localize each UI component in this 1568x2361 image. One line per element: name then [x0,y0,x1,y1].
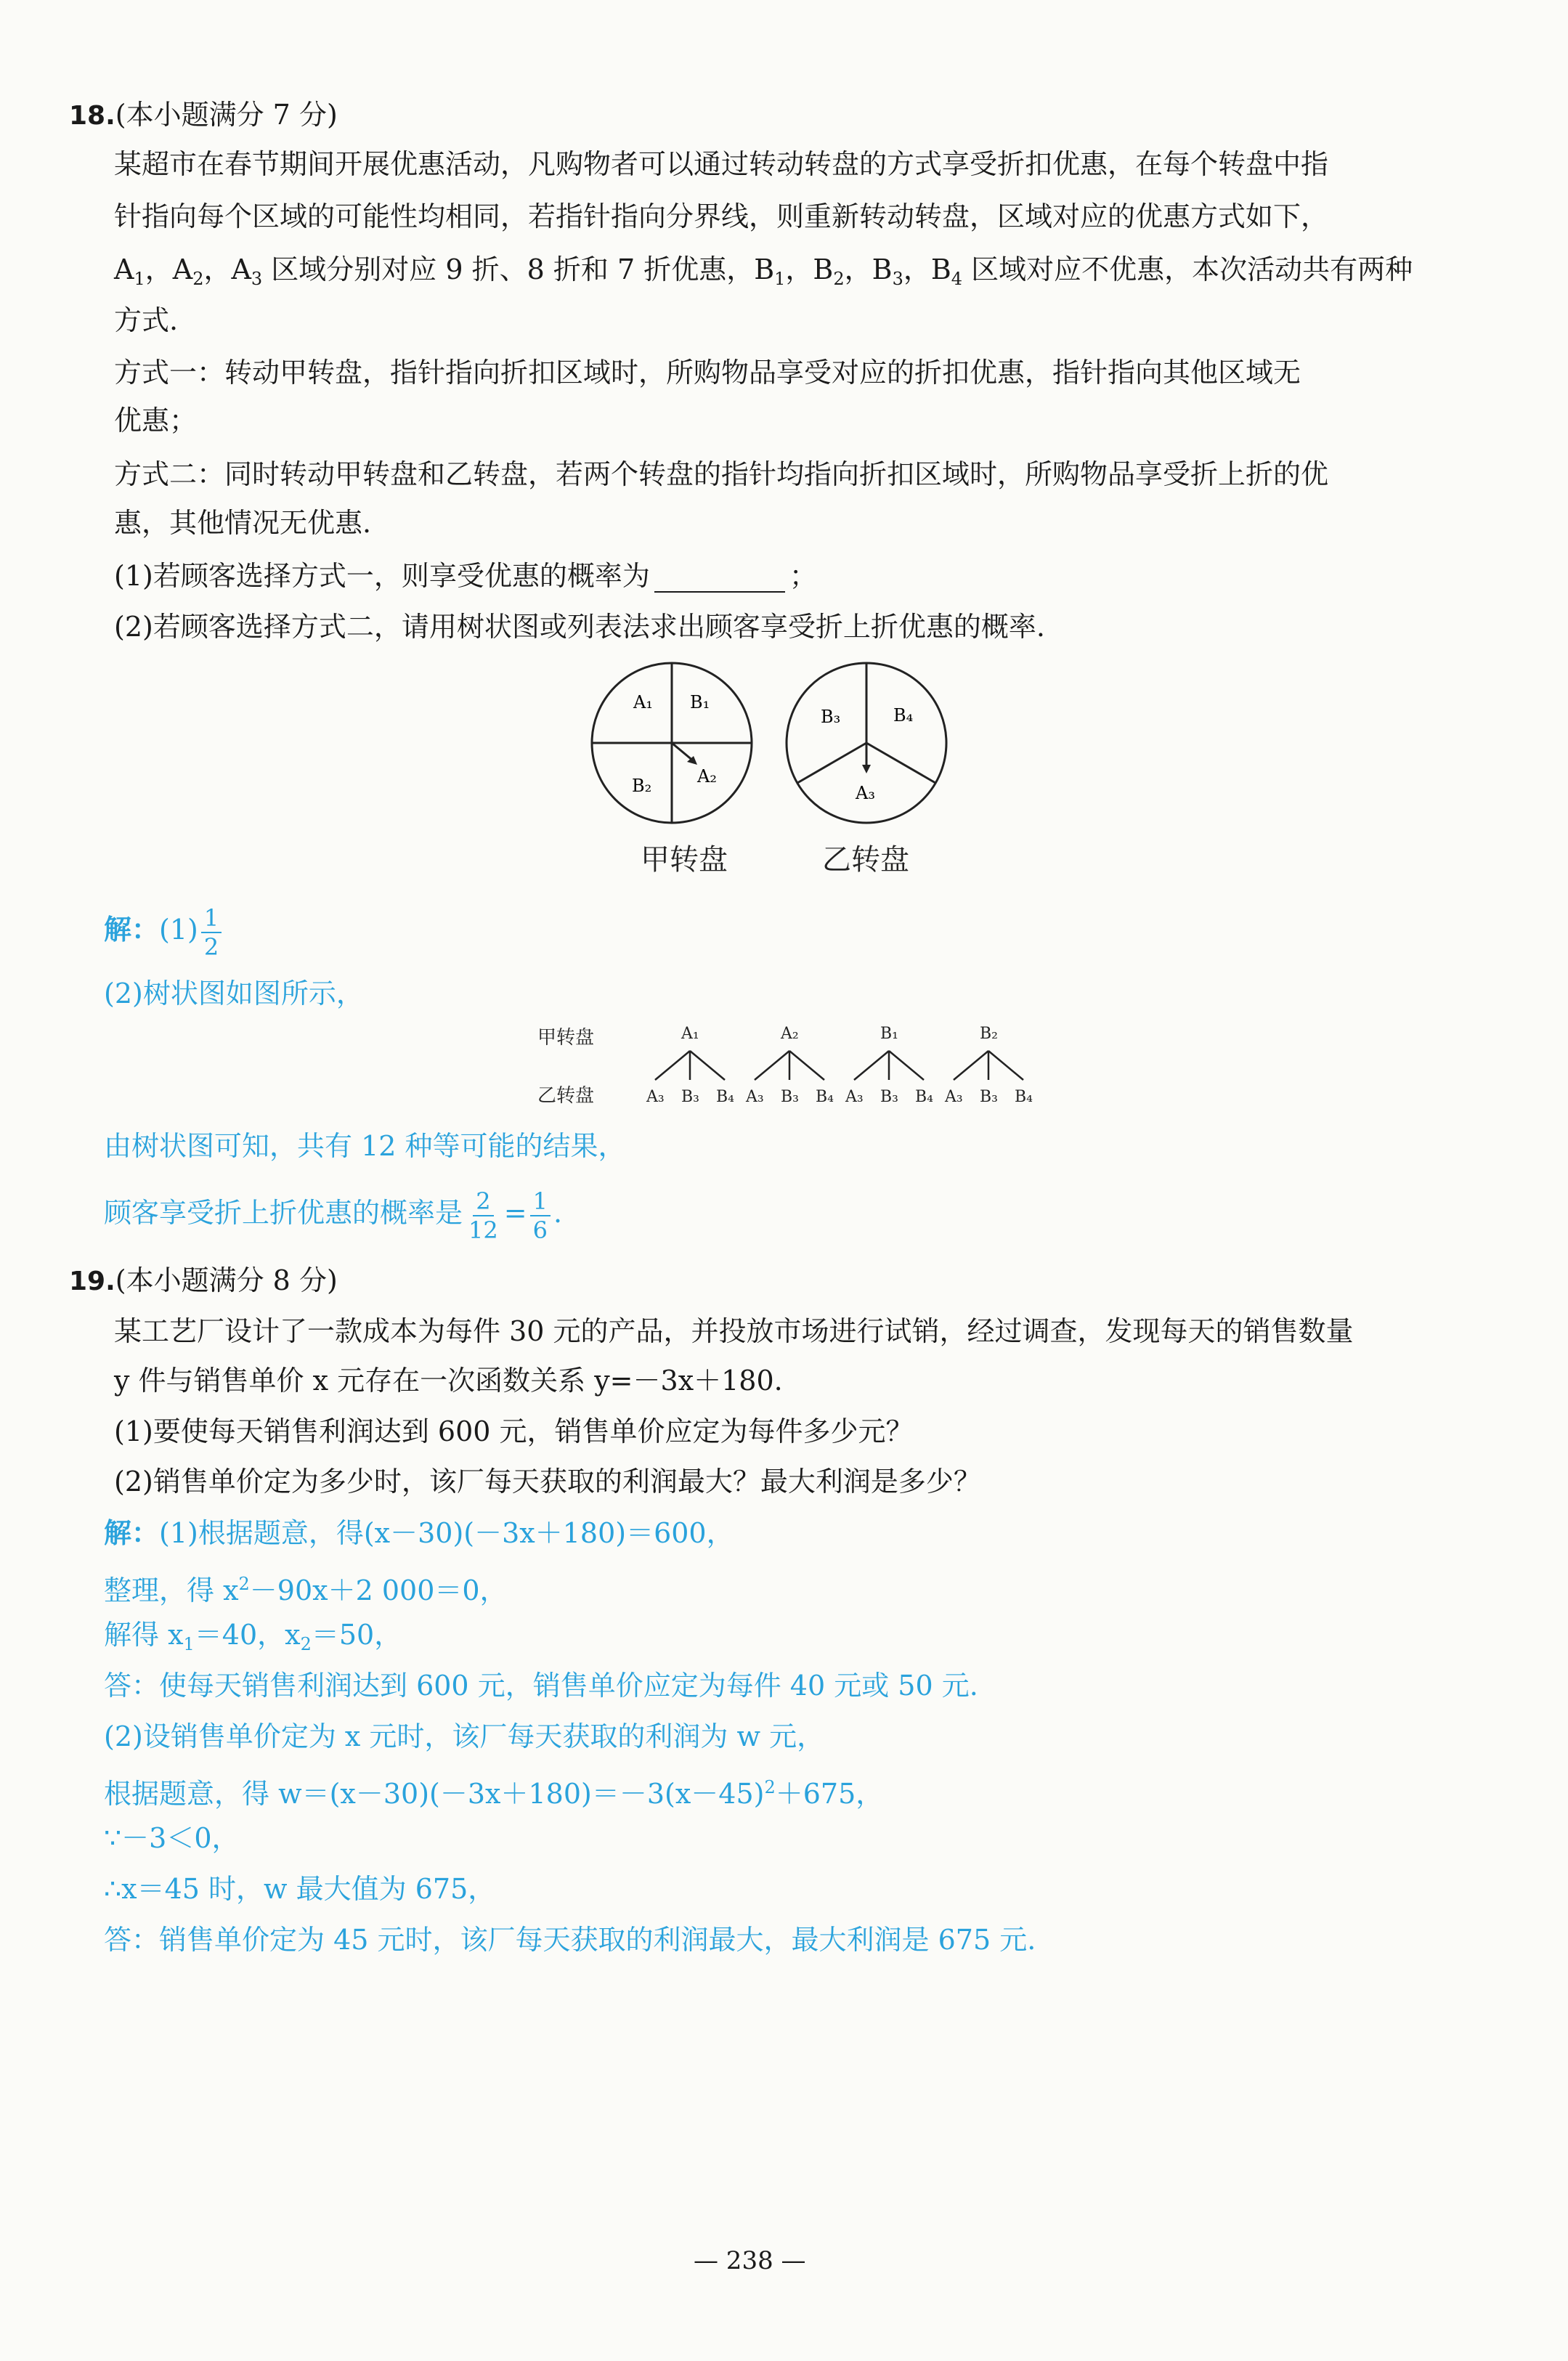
wheel-yi-caption: 乙转盘 [822,843,909,877]
wheel-jia-region-2: B₁ [690,692,710,712]
q18-method-1a: 方式一：转动甲转盘，指针指向折扣区域时，所购物品享受对应的折扣优惠，指针指向其他区域无 [114,357,1301,389]
q18-para-3: $A_1$，$A_2$，$A_3$ 区域分别对应 9 折、8 折和 7 折优惠，$B_1$，$B_2$，$B_3$，$B_4$ 区域对应不优惠，本次活动共有两种 [114,253,1413,289]
q19-heading [69,1264,338,1299]
tree-row1-label: 甲转盘 [537,1027,595,1049]
q18-solution-3: 由树状图可知，共有 12 种等可能的结果， [104,1130,626,1162]
q19-para-2: y 件与销售单价 x 元存在一次函数关系 y=－3x＋180. [114,1365,783,1397]
tree-child: B₃ [781,1088,799,1106]
wheel-jia-caption: 甲转盘 [641,843,728,877]
page-number: — 238 — [694,2246,806,2275]
q18-solution-2: (2)树状图如图所示， [104,978,364,1009]
q18-solution-1: 解：(1) $\frac{1}{2}$ [104,901,224,961]
wheel-jia-region-4: A₂ [697,766,717,787]
tree-branch [854,1051,889,1080]
tree-child: B₃ [880,1088,898,1106]
q19-solution-3: 解得 $x_1=40$，$x_2=50$， [104,1619,402,1654]
tree-branch [755,1051,789,1080]
tree-branch [954,1051,988,1080]
q18-para-4: 方式. [114,304,179,336]
q18-heading [69,98,338,133]
tree-branch [789,1051,824,1080]
q18-question-2: (2)若顾客选择方式二，请用树状图或列表法求出顾客享受折上折优惠的概率. [114,611,1045,643]
q19-solution-5: (2)设销售单价定为 x 元时，该厂每天获取的利润为 w 元， [104,1720,825,1752]
q18-method-2b: 惠，其他情况无优惠. [114,507,372,539]
tree-parent-0: A₁ [681,1025,699,1043]
q19-solution-9: 答：销售单价定为 45 元时，该厂每天获取的利润最大，最大利润是 675 元. [104,1924,1036,1956]
tree-parent-1: A₂ [781,1025,799,1043]
q19-score: (本小题满分 8 分) [115,1264,338,1296]
q19-question-2: (2)销售单价定为多少时，该厂每天获取的利润最大？最大利润是多少？ [114,1466,981,1498]
q19-solution-4: 答：使每天销售利润达到 600 元，销售单价应定为每件 40 元或 50 元. [104,1670,978,1702]
tree-branch [889,1051,924,1080]
tree-child: A₃ [945,1088,963,1106]
tree-branch [690,1051,725,1080]
tree-child: A₃ [746,1088,764,1106]
q19-number: 19. [69,1267,115,1296]
tree-child: B₄ [716,1088,734,1106]
tree-parent-2: B₁ [880,1025,898,1043]
wheel-jia [592,663,752,823]
spinner-wheels-figure [574,665,966,890]
q18-method-1b: 优惠； [114,405,198,436]
q19-solution-1: 解：(1)根据题意，得(x－30)(－3x＋180)＝600， [104,1516,734,1549]
answer-blank [654,565,785,593]
tree-branch [988,1051,1023,1080]
tree-child: B₄ [915,1088,933,1106]
q19-solution-2: 整理，得 $x^2-90x+2$ 000＝0， [104,1574,508,1606]
tree-row2-label: 乙转盘 [537,1085,595,1107]
tree-parent-3: B₂ [980,1025,998,1043]
q19-solution-6: 根据题意，得 $w=(x-30)(-3x+180)=-3(x-45)^2+675$， [104,1777,884,1810]
q19-solution-8: ∴x＝45 时，w 最大值为 675， [104,1873,496,1905]
q19-para-1: 某工艺厂设计了一款成本为每件 30 元的产品，并投放市场进行试销，经过调查，发现每天的销售数量 [114,1315,1354,1347]
q18-number: 18. [69,101,115,131]
q19-question-1: (1)要使每天销售利润达到 600 元，销售单价应定为每件多少元？ [114,1415,914,1447]
q18-para-1: 某超市在春节期间开展优惠活动，凡购物者可以通过转动转盘的方式享受折扣优惠，在每个转盘中指 [114,148,1329,180]
q18-solution-4: 顾客享受折上折优惠的概率是 $\frac{2}{12}$ = $\frac{1}{6}$ . [104,1187,563,1244]
tree-child: B₃ [980,1088,998,1106]
q18-score: (本小题满分 7 分) [115,99,338,131]
tree-child: B₄ [1015,1088,1033,1106]
tree-diagram [534,1020,1033,1115]
wheel-jia-region-3: B₂ [632,776,652,796]
q18-question-1: (1)若顾客选择方式一，则享受优惠的概率为 ； [114,560,817,592]
tree-child: A₃ [845,1088,864,1106]
wheel-yi-region-3: A₃ [856,783,875,803]
wheel-jia-region-1: A₁ [633,692,653,712]
tree-child: B₃ [681,1088,699,1106]
wheel-yi-region-2: B₄ [893,705,914,726]
tree-child: A₃ [646,1088,665,1106]
tree-branch [655,1051,690,1080]
tree-child: B₄ [816,1088,834,1106]
q18-para-2: 针指向每个区域的可能性均相同，若指针指向分界线，则重新转动转盘，区域对应的优惠方式如下， [114,200,1329,232]
q19-solution-7: ∵－3＜0， [104,1822,240,1854]
q18-method-2a: 方式二：同时转动甲转盘和乙转盘，若两个转盘的指针均指向折扣区域时，所购物品享受折上折的优 [114,458,1329,490]
wheel-yi-region-1: B₃ [821,707,841,727]
